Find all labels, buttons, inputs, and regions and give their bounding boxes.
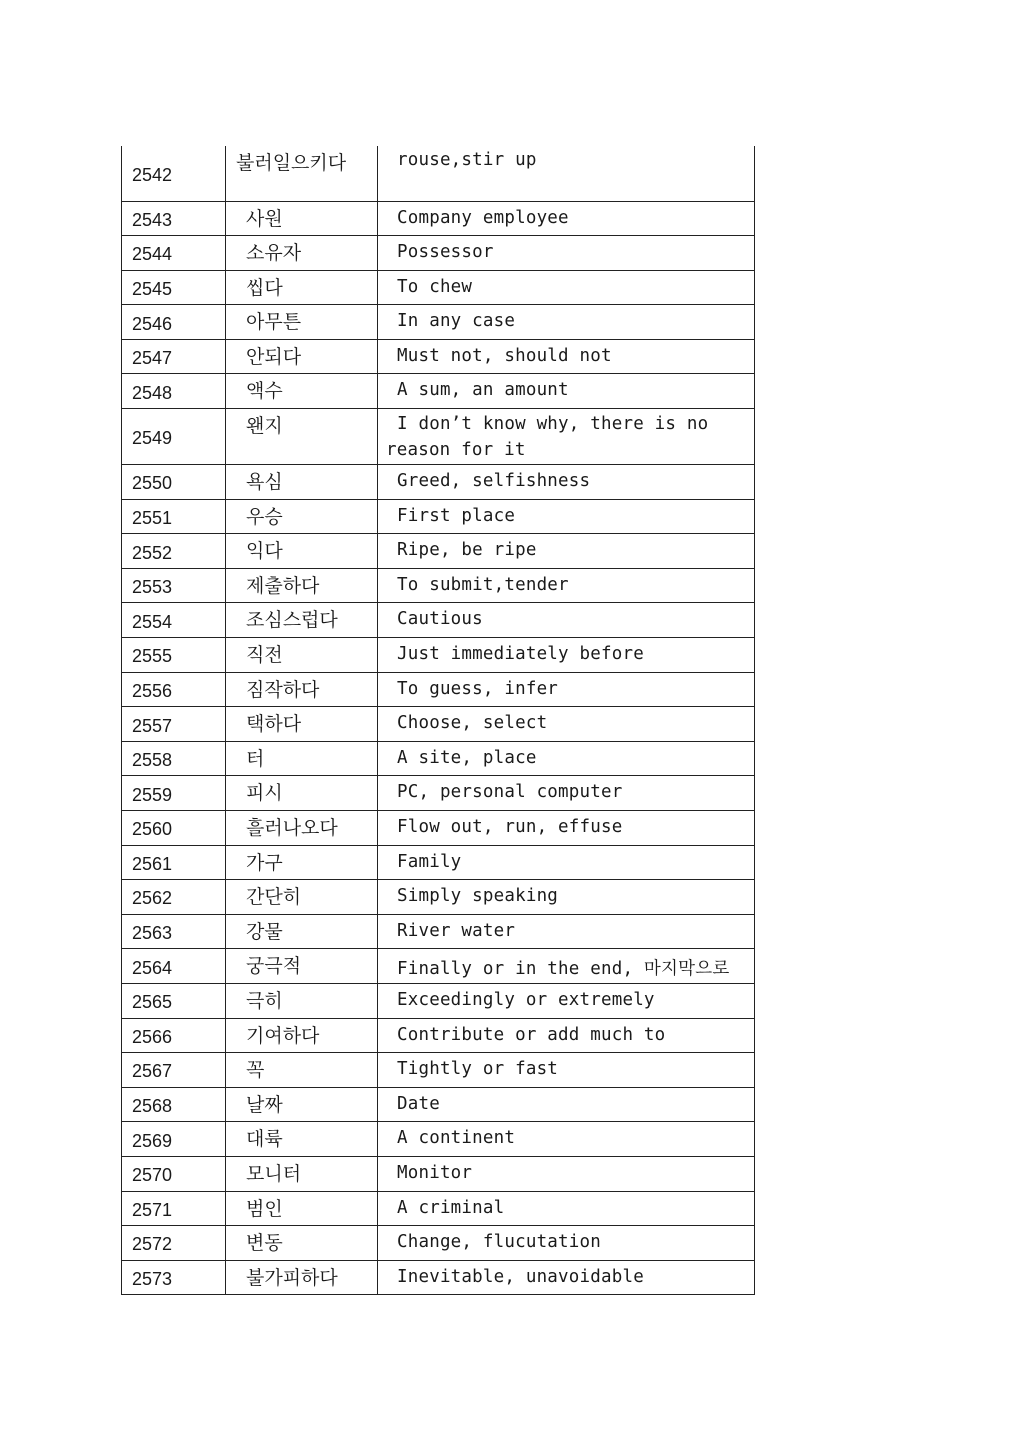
entry-number: 2555 bbox=[122, 638, 226, 673]
english-meaning: Flow out, run, effuse bbox=[378, 811, 755, 846]
korean-word: 익다 bbox=[226, 534, 378, 569]
table-row bbox=[122, 845, 755, 880]
entry-number: 2546 bbox=[122, 305, 226, 340]
english-meaning: Must not, should not bbox=[378, 339, 755, 374]
english-meaning: Company employee bbox=[378, 201, 755, 236]
english-meaning: Greed, selfishness bbox=[378, 465, 755, 500]
korean-word: 변동 bbox=[226, 1226, 378, 1261]
korean-word: 불가피하다 bbox=[226, 1260, 378, 1295]
entry-number: 2557 bbox=[122, 707, 226, 742]
entry-number: 2554 bbox=[122, 603, 226, 638]
entry-number: 2567 bbox=[122, 1053, 226, 1088]
table-row bbox=[122, 1260, 755, 1295]
english-meaning: Tightly or fast bbox=[378, 1053, 755, 1088]
entry-number: 2542 bbox=[122, 146, 226, 201]
table-row bbox=[122, 146, 755, 201]
entry-number: 2556 bbox=[122, 672, 226, 707]
entry-number: 2543 bbox=[122, 201, 226, 236]
english-meaning: Change, flucutation bbox=[378, 1226, 755, 1261]
table-row bbox=[122, 201, 755, 236]
korean-word: 흘러나오다 bbox=[226, 811, 378, 846]
korean-word: 피시 bbox=[226, 776, 378, 811]
table-row bbox=[122, 409, 755, 465]
english-meaning: rouse,stir up bbox=[378, 146, 755, 201]
korean-word: 강물 bbox=[226, 914, 378, 949]
english-meaning-line2: reason for it bbox=[386, 440, 526, 461]
table-row bbox=[122, 914, 755, 949]
korean-word: 짐작하다 bbox=[226, 672, 378, 707]
korean-word: 가구 bbox=[226, 845, 378, 880]
english-meaning: Simply speaking bbox=[378, 880, 755, 915]
table-row bbox=[122, 499, 755, 534]
table-row bbox=[122, 374, 755, 409]
entry-number: 2571 bbox=[122, 1191, 226, 1226]
entry-number: 2565 bbox=[122, 983, 226, 1018]
korean-word: 간단히 bbox=[226, 880, 378, 915]
english-meaning: To submit,tender bbox=[378, 568, 755, 603]
korean-word: 소유자 bbox=[226, 236, 378, 271]
english-meaning bbox=[378, 409, 755, 465]
table-row bbox=[122, 1226, 755, 1261]
table-row bbox=[122, 811, 755, 846]
table-row bbox=[122, 305, 755, 340]
table-row bbox=[122, 741, 755, 776]
korean-word: 택하다 bbox=[226, 707, 378, 742]
english-meaning: A sum, an amount bbox=[378, 374, 755, 409]
entry-number: 2559 bbox=[122, 776, 226, 811]
entry-number: 2544 bbox=[122, 236, 226, 271]
korean-word: 사원 bbox=[226, 201, 378, 236]
entry-number: 2569 bbox=[122, 1122, 226, 1157]
english-meaning: Date bbox=[378, 1087, 755, 1122]
korean-word: 우승 bbox=[226, 499, 378, 534]
vocabulary-table bbox=[121, 146, 755, 1295]
table-row bbox=[122, 603, 755, 638]
entry-number: 2562 bbox=[122, 880, 226, 915]
english-meaning: Inevitable, unavoidable bbox=[378, 1260, 755, 1295]
entry-number: 2561 bbox=[122, 845, 226, 880]
entry-number: 2563 bbox=[122, 914, 226, 949]
entry-number: 2570 bbox=[122, 1156, 226, 1191]
table-row bbox=[122, 270, 755, 305]
korean-word: 불러일으키다 bbox=[226, 146, 378, 201]
entry-number: 2566 bbox=[122, 1018, 226, 1053]
korean-word: 아무튼 bbox=[226, 305, 378, 340]
english-meaning: A site, place bbox=[378, 741, 755, 776]
english-meaning: Choose, select bbox=[378, 707, 755, 742]
korean-word: 궁극적 bbox=[226, 949, 378, 984]
entry-number: 2547 bbox=[122, 339, 226, 374]
entry-number: 2558 bbox=[122, 741, 226, 776]
korean-word: 조심스럽다 bbox=[226, 603, 378, 638]
korean-word: 모니터 bbox=[226, 1156, 378, 1191]
english-meaning: Possessor bbox=[378, 236, 755, 271]
entry-number: 2550 bbox=[122, 465, 226, 500]
korean-word: 왠지 bbox=[226, 409, 378, 465]
korean-word: 날짜 bbox=[226, 1087, 378, 1122]
english-meaning: First place bbox=[378, 499, 755, 534]
table-row bbox=[122, 672, 755, 707]
table-row bbox=[122, 880, 755, 915]
english-meaning: Finally or in the end, 마지막으로 bbox=[378, 949, 755, 984]
english-meaning: Exceedingly or extremely bbox=[378, 983, 755, 1018]
english-meaning: In any case bbox=[378, 305, 755, 340]
korean-word: 터 bbox=[226, 741, 378, 776]
entry-number: 2564 bbox=[122, 949, 226, 984]
entry-number: 2545 bbox=[122, 270, 226, 305]
table-row bbox=[122, 1053, 755, 1088]
entry-number: 2568 bbox=[122, 1087, 226, 1122]
table-row bbox=[122, 949, 755, 984]
table-row bbox=[122, 776, 755, 811]
table-row bbox=[122, 638, 755, 673]
entry-number: 2551 bbox=[122, 499, 226, 534]
entry-number: 2548 bbox=[122, 374, 226, 409]
english-meaning: A continent bbox=[378, 1122, 755, 1157]
table-row bbox=[122, 1156, 755, 1191]
table-row bbox=[122, 465, 755, 500]
english-meaning: Monitor bbox=[378, 1156, 755, 1191]
korean-word: 극히 bbox=[226, 983, 378, 1018]
vocabulary-table-body bbox=[122, 146, 755, 1295]
table-row bbox=[122, 236, 755, 271]
english-meaning: To guess, infer bbox=[378, 672, 755, 707]
korean-word: 대륙 bbox=[226, 1122, 378, 1157]
entry-number: 2573 bbox=[122, 1260, 226, 1295]
table-row bbox=[122, 339, 755, 374]
korean-word: 욕심 bbox=[226, 465, 378, 500]
table-row bbox=[122, 534, 755, 569]
entry-number: 2553 bbox=[122, 568, 226, 603]
korean-word: 꼭 bbox=[226, 1053, 378, 1088]
korean-word: 제출하다 bbox=[226, 568, 378, 603]
table-row bbox=[122, 1122, 755, 1157]
korean-word: 씹다 bbox=[226, 270, 378, 305]
english-meaning: River water bbox=[378, 914, 755, 949]
english-meaning: Contribute or add much to bbox=[378, 1018, 755, 1053]
entry-number: 2549 bbox=[122, 409, 226, 465]
table-row bbox=[122, 707, 755, 742]
entry-number: 2552 bbox=[122, 534, 226, 569]
entry-number: 2572 bbox=[122, 1226, 226, 1261]
entry-number: 2560 bbox=[122, 811, 226, 846]
english-meaning-line1: I don’t know why, there is no bbox=[397, 414, 709, 435]
korean-word: 액수 bbox=[226, 374, 378, 409]
english-meaning: Ripe, be ripe bbox=[378, 534, 755, 569]
korean-word: 직전 bbox=[226, 638, 378, 673]
korean-word: 기여하다 bbox=[226, 1018, 378, 1053]
english-meaning: Family bbox=[378, 845, 755, 880]
table-row bbox=[122, 1087, 755, 1122]
english-meaning: Cautious bbox=[378, 603, 755, 638]
table-row bbox=[122, 568, 755, 603]
table-row bbox=[122, 1018, 755, 1053]
korean-word: 범인 bbox=[226, 1191, 378, 1226]
korean-word: 안되다 bbox=[226, 339, 378, 374]
table-row bbox=[122, 1191, 755, 1226]
english-meaning: To chew bbox=[378, 270, 755, 305]
english-meaning: A criminal bbox=[378, 1191, 755, 1226]
english-meaning: PC, personal computer bbox=[378, 776, 755, 811]
table-row bbox=[122, 983, 755, 1018]
english-meaning: Just immediately before bbox=[378, 638, 755, 673]
